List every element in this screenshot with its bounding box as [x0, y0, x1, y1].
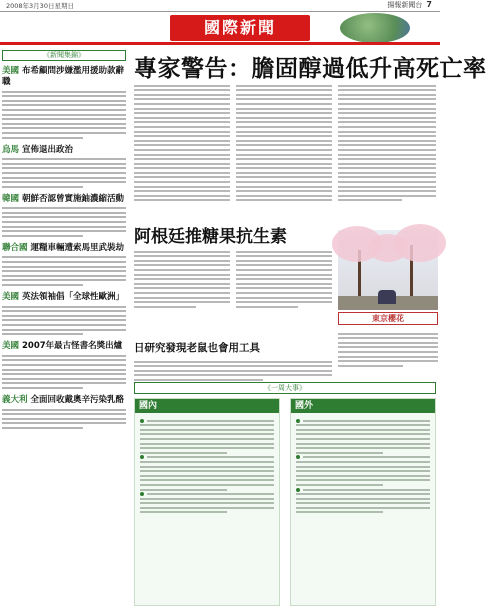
paper-name [387, 0, 432, 10]
photo-caption-text [338, 330, 438, 369]
lead-article-col-1 [134, 82, 230, 204]
brief-title[interactable]: 義大利 全面回收戴奧辛污染乳酪 [2, 394, 125, 405]
globe-icon [340, 13, 410, 43]
brief-item [2, 395, 126, 429]
brief-title[interactable]: 聯合國 運糧車輛遭索馬里武裝劫 [2, 242, 125, 253]
weekly-section-label: 《一周大事》 [134, 382, 436, 394]
domestic-events-panel [134, 398, 280, 606]
second-article-col-1 [134, 248, 230, 310]
bullet-icon [140, 455, 144, 459]
third-article-text [134, 358, 332, 384]
lead-article-col-3 [338, 82, 436, 204]
brief-item [2, 243, 126, 286]
second-article-col-2 [236, 248, 332, 310]
brief-item [2, 145, 126, 188]
page-header [0, 0, 440, 12]
brief-item [2, 194, 126, 237]
brief-title[interactable]: 美國 布希顧問涉嫌濫用援助款辭職 [2, 66, 125, 87]
briefs-section-label: 《新聞集錦》 [2, 50, 126, 61]
brief-item [2, 292, 126, 335]
brief-title[interactable]: 美國 2007年最古怪書名獎出爐 [2, 341, 123, 352]
lead-headline[interactable]: 專家警告：膽固醇過低升高死亡率 [134, 55, 487, 82]
section-logo [170, 15, 310, 41]
bullet-icon [296, 419, 300, 423]
section-banner [0, 12, 440, 46]
paper-title: 揚報新聞台 [387, 1, 423, 9]
bullet-icon [140, 492, 144, 496]
brief-item [2, 66, 126, 139]
domestic-label: 國內 [135, 399, 279, 413]
news-briefs-column [2, 50, 126, 605]
page-number: 7 [426, 0, 432, 9]
bullet-icon [140, 419, 144, 423]
lead-article-col-2 [236, 82, 332, 204]
brief-title[interactable]: 烏馬 宣佈退出政治 [2, 144, 74, 155]
third-headline[interactable]: 日研究發現老鼠也會用工具 [134, 342, 260, 354]
photo-caption-title: 東京櫻花 [338, 312, 438, 325]
second-headline[interactable]: 阿根廷推糖果抗生素 [134, 227, 287, 247]
foreign-events-panel [290, 398, 436, 606]
section-title: 國際新聞 [203, 18, 276, 37]
banner-stripe [0, 42, 440, 45]
brief-item [2, 341, 126, 389]
bullet-icon [296, 488, 300, 492]
cherry-blossom-photo [338, 230, 438, 310]
foreign-label: 國外 [291, 399, 435, 413]
brief-title[interactable]: 韓國 朝鮮否認曾實施鈾濃縮活動 [2, 193, 125, 204]
bullet-icon [296, 455, 300, 459]
brief-title[interactable]: 美國 英法領袖倡「全球性歐洲」 [2, 292, 125, 302]
issue-date: 2008年3月30日星期日 [6, 2, 74, 10]
